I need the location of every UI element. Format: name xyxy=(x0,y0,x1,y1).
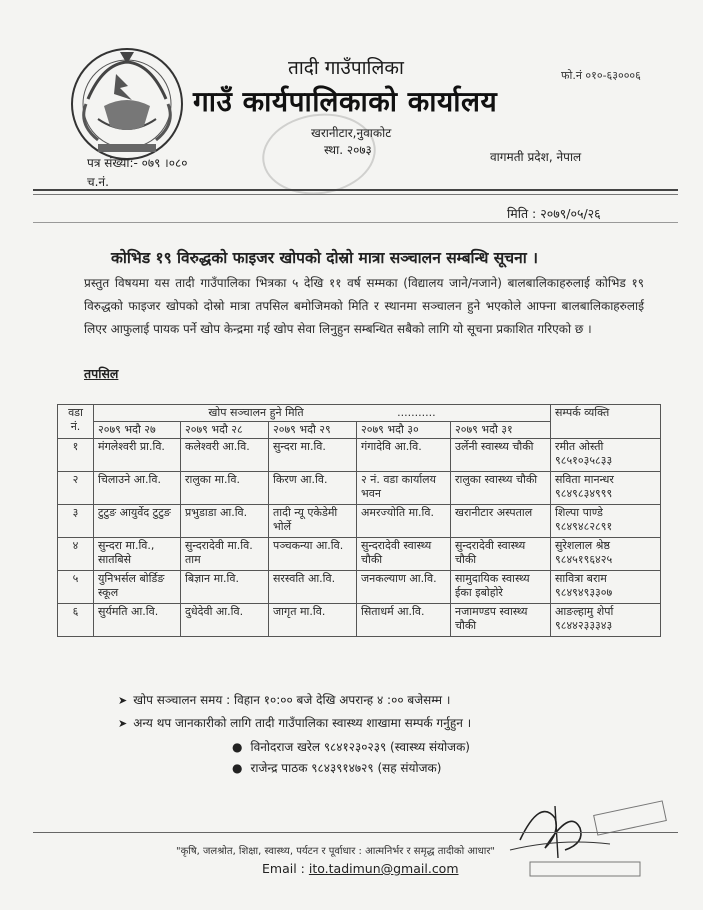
office-location: खरानीटार,नुवाकोट xyxy=(311,126,392,140)
letter-date: मिति : २०७९/०५/२६ xyxy=(507,206,601,221)
date-divider xyxy=(33,222,678,223)
co-coordinator-text: राजेन्द्र पाठक ९८४३९१४७२९ (सह संयोजक) xyxy=(250,761,442,775)
reference-number: च.नं. xyxy=(87,175,109,189)
arrow-bullet-icon: ➤ xyxy=(118,717,128,730)
header-divider xyxy=(33,189,678,191)
venue-cell: सामुदायिक स्वास्थ्य ईका इबोहोरे xyxy=(451,571,551,604)
co-coordinator-contact xyxy=(232,759,441,776)
venue-cell: दुधेदेवी आ.वि. xyxy=(181,604,269,637)
contact-phone: ९८४९४८२८९१ xyxy=(555,520,613,533)
contact-name: आङल्हामु शेर्पा xyxy=(555,605,614,618)
date-header: २०७९ भदौ २७ xyxy=(94,422,181,439)
venue-cell: पञ्चकन्या आ.वि. xyxy=(269,538,357,571)
date-header: २०७९ भदौ ३१ xyxy=(451,422,551,439)
table-header-row xyxy=(58,405,661,422)
ward-cell: ५ xyxy=(58,571,94,604)
signature-mark xyxy=(500,778,670,878)
table-row xyxy=(58,472,661,505)
venue-cell: युनिभर्सल बोर्डिङ स्कूल xyxy=(94,571,181,604)
details-heading: तपसिल xyxy=(84,366,119,381)
emblem-logo xyxy=(68,44,186,164)
venue-cell: जनकल्याण आ.वि. xyxy=(357,571,451,604)
contact-header: सम्पर्क व्यक्ति xyxy=(551,405,661,439)
contact-phone: ९८४५१९६४२५ xyxy=(555,553,613,566)
ward-cell: ६ xyxy=(58,604,94,637)
table-row xyxy=(58,604,661,637)
contact-name: सुरेशलाल श्रेष्ठ xyxy=(555,539,610,552)
venue-cell: उर्लेनी स्वास्थ्य चौकी xyxy=(451,439,551,472)
venue-cell: गंगादेवि आ.वि. xyxy=(357,439,451,472)
venue-cell: रालुका मा.वि. xyxy=(181,472,269,505)
venue-cell: नजामण्डप स्वास्थ्य चौकी xyxy=(451,604,551,637)
venue-cell: रालुका स्वास्थ्य चौकी xyxy=(451,472,551,505)
contact-phone: ९८५१०३५८३३ xyxy=(555,454,613,467)
ward-cell: २ xyxy=(58,472,94,505)
contact-cell xyxy=(551,439,661,472)
contact-cell xyxy=(551,472,661,505)
table-row xyxy=(58,439,661,472)
venue-cell: सुन्दरा मा.वि., सातबिसे xyxy=(94,538,181,571)
coordinator-text: विनोदराज खरेल ९८४१२३०२३९ (स्वास्थ्य संयोजक) xyxy=(250,740,470,754)
email-link[interactable]: ito.tadimun@gmail.com xyxy=(308,861,459,876)
venue-cell: अमरज्योति मा.वि. xyxy=(357,505,451,538)
table-row xyxy=(58,571,661,604)
venue-cell: प्रभुडाडा आ.वि. xyxy=(181,505,269,538)
letter-number: पत्र संख्या:- ०७९ ।०८० xyxy=(87,156,188,170)
footer-motto: "कृषि, जलश्रोत, शिक्षा, स्वास्थ्य, पर्यटन र पूर्वाधार : आत्मनिर्भर र समृद्ध तादीको आधार" xyxy=(176,846,496,857)
contact-cell xyxy=(551,604,661,637)
contact-cell xyxy=(551,571,661,604)
venue-cell: मंगलेश्वरी प्रा.वि. xyxy=(94,439,181,472)
info-text: अन्य थप जानकारीको लागि तादी गाउँपालिका स्वास्थ्य शाखामा सम्पर्क गर्नुहुन । xyxy=(133,716,472,730)
contact-name: शिल्पा पाण्डे xyxy=(555,506,603,519)
ward-cell: ३ xyxy=(58,505,94,538)
ward-cell: १ xyxy=(58,439,94,472)
header-dots: ........... xyxy=(397,406,436,419)
office-name: गाउँ कार्यपालिकाको कार्यालय xyxy=(193,85,498,118)
ward-header: वडा नं. xyxy=(58,405,94,439)
venue-cell: बिज्ञान मा.वि. xyxy=(181,571,269,604)
contact-phone: ९८४९४९३३०७ xyxy=(555,586,613,599)
ward-cell: ४ xyxy=(58,538,94,571)
venue-cell: कलेश्वरी आ.वि. xyxy=(181,439,269,472)
province: वागमती प्रदेश, नेपाल xyxy=(490,150,582,164)
date-header: २०७९ भदौ ३० xyxy=(357,422,451,439)
vaccination-time-note xyxy=(118,691,450,708)
venue-cell: किरण आ.वि. xyxy=(269,472,357,505)
venue-cell: सुन्दरादेवी मा.वि. ताम xyxy=(181,538,269,571)
notice-subject: कोभिड १९ विरुद्धको फाइजर खोपको दोस्रो मात्रा सञ्चालन सम्बन्धि सूचना । xyxy=(111,249,539,267)
established-year: स्था. २०७३ xyxy=(324,143,372,157)
contact-name: रमीत ओस्ती xyxy=(555,440,604,453)
arrow-bullet-icon: ➤ xyxy=(118,694,128,707)
venue-cell: सुर्यमति आ.वि. xyxy=(94,604,181,637)
contact-phone: ९८४९८३४९९९ xyxy=(555,487,613,500)
venue-cell: जागृत मा.वि. xyxy=(269,604,357,637)
venue-cell: तादी न्यू एकेडेमी भोर्ले xyxy=(269,505,357,538)
coordinator-contact xyxy=(232,738,470,755)
date-group-header xyxy=(94,405,551,422)
info-note xyxy=(118,714,471,731)
header-divider-thin xyxy=(33,194,678,195)
venue-cell: सुन्दरादेवी स्वास्थ्य चौकी xyxy=(451,538,551,571)
table-row xyxy=(58,538,661,571)
date-header: २०७९ भदौ २८ xyxy=(181,422,269,439)
venue-cell: सुन्दरा मा.वि. xyxy=(269,439,357,472)
contact-name: सविता मानन्धर xyxy=(555,473,614,486)
org-name: तादी गाउँपालिका xyxy=(288,57,404,79)
venue-cell: सरस्वति आ.वि. xyxy=(269,571,357,604)
footer-email xyxy=(262,861,459,876)
venue-cell: टुटुङ आयुर्वेद टुटुङ xyxy=(94,505,181,538)
dot-bullet-icon: ● xyxy=(232,761,243,775)
office-phone: फो.नं ०१०-६३०००६ xyxy=(561,69,641,82)
email-label: Email : xyxy=(262,861,305,876)
venue-cell: सिताधर्म आ.वि. xyxy=(357,604,451,637)
date-header: २०७९ भदौ २९ xyxy=(269,422,357,439)
date-group-label: खोप सञ्चालन हुने मिति xyxy=(208,406,304,419)
vaccination-time-text: खोप सञ्चालन समय : विहान १०:०० बजे देखि अपरान्ह ४ :०० बजेसम्म । xyxy=(133,693,451,707)
venue-cell: चिलाउने आ.वि. xyxy=(94,472,181,505)
dot-bullet-icon: ● xyxy=(232,740,243,754)
contact-name: सावित्रा बराम xyxy=(555,572,607,585)
venue-cell: सुन्दरादेवी स्वास्थ्य चौकी xyxy=(357,538,451,571)
contact-phone: ९८४४२३३३४३ xyxy=(555,619,613,632)
table-row xyxy=(58,505,661,538)
footer-divider xyxy=(33,832,678,833)
venue-cell: २ नं. वडा कार्यालय भवन xyxy=(357,472,451,505)
venue-cell: खरानीटार अस्पताल xyxy=(451,505,551,538)
contact-cell xyxy=(551,538,661,571)
vaccination-schedule-table xyxy=(57,404,661,637)
contact-cell xyxy=(551,505,661,538)
notice-body: प्रस्तुत विषयमा यस तादी गाउँपालिका भित्रका ५ देखि ११ वर्ष सम्मका (विद्यालय जाने/नजाने) बालबालिकाहरुलाई कोभिड १९ विरुद्धको फाइजर खोपको दोस्रो मात्रा तपसिल बमोजिमको मिति र स्थानमा सञ्चालन हुने भएकोले आफ्ना बालबालिकाहरुलाई लिएर आफुलाई पायक पर्ने खोप केन्द्रमा गई खोप सेवा लिनुहुन सम्बन्धित सबैको लागि यो सूचना प्रकाशित गरिएको छ । xyxy=(84,276,644,336)
